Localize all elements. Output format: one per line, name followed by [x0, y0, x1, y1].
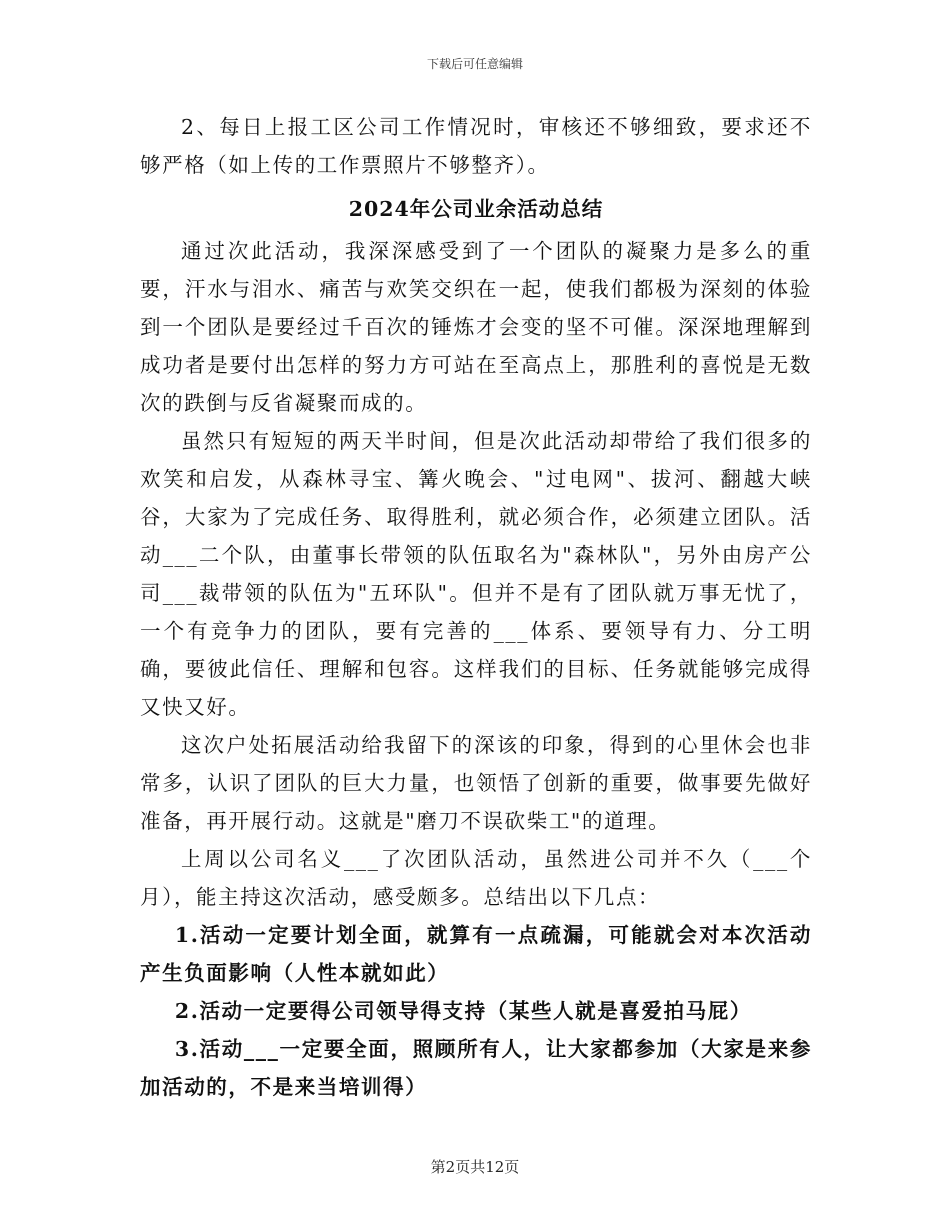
page-header: 下载后可任意编辑: [426, 57, 523, 71]
body-paragraph: 通过次此活动，我深深感受到了一个团队的凝聚力是多么的重要，汗水与泪水、痛苦与欢笑交织在一起，使我们都极为深刻的体验到一个团队是要经过千百次的锤炼才会变的坚不可催。深深地理解到成功者是要付出怎样的努力方可站在至高点上，那胜利的喜悦是无数次的跌倒与反省凝聚而成的。: [140, 239, 812, 415]
body-paragraph: 上周以公司名义___了次团队活动，虽然进公司并不久（___个月），能主持这次活动，感受颇多。总结出以下几点：: [140, 847, 812, 909]
document-title: 2024年公司业余活动总结: [348, 197, 604, 221]
body-paragraph: 虽然只有短短的两天半时间，但是次此活动却带给了我们很多的欢笑和启发，从森林寻宝、篝火晚会、"过电网"、拔河、翻越大峡谷，大家为了完成任务、取得胜利，就必须合作，必须建立团队。活动___二个队，由董事长带领的队伍取名为"森林队"，另外由房产公司___裁带领的队伍为"五环队"。但并不是有了团队就万事无忧了，一个有竞争力的团队，要有完善的___体系、要领导有力、分工明确，要彼此信任、理解和包容。这样我们的目标、任务就能够完成得又快又好。: [140, 429, 812, 719]
page-number: 第2页共12页: [430, 1158, 520, 1176]
intro-paragraph: 2、每日上报工区公司工作情况时，审核还不够细致，要求还不够严格（如上传的工作票照片不够整齐）。: [140, 115, 812, 177]
summary-point: 2.活动一定要得公司领导得支持（某些人就是喜爱拍马屁）: [174, 999, 752, 1023]
summary-point: 1.活动一定要计划全面，就算有一点疏漏，可能就会对本次活动产生负面影响（人性本就如此）: [140, 923, 812, 985]
document-body: [140, 108, 812, 1106]
summary-point: 3.活动___一定要全面，照顾所有人，让大家都参加（大家是来参加活动的，不是来当培训得）: [140, 1037, 812, 1099]
body-paragraph: 这次户处拓展活动给我留下的深该的印象，得到的心里休会也非常多，认识了团队的巨大力量，也领悟了创新的重要，做事要先做好准备，再开展行动。这就是"磨刀不误砍柴工"的道理。: [140, 733, 812, 833]
